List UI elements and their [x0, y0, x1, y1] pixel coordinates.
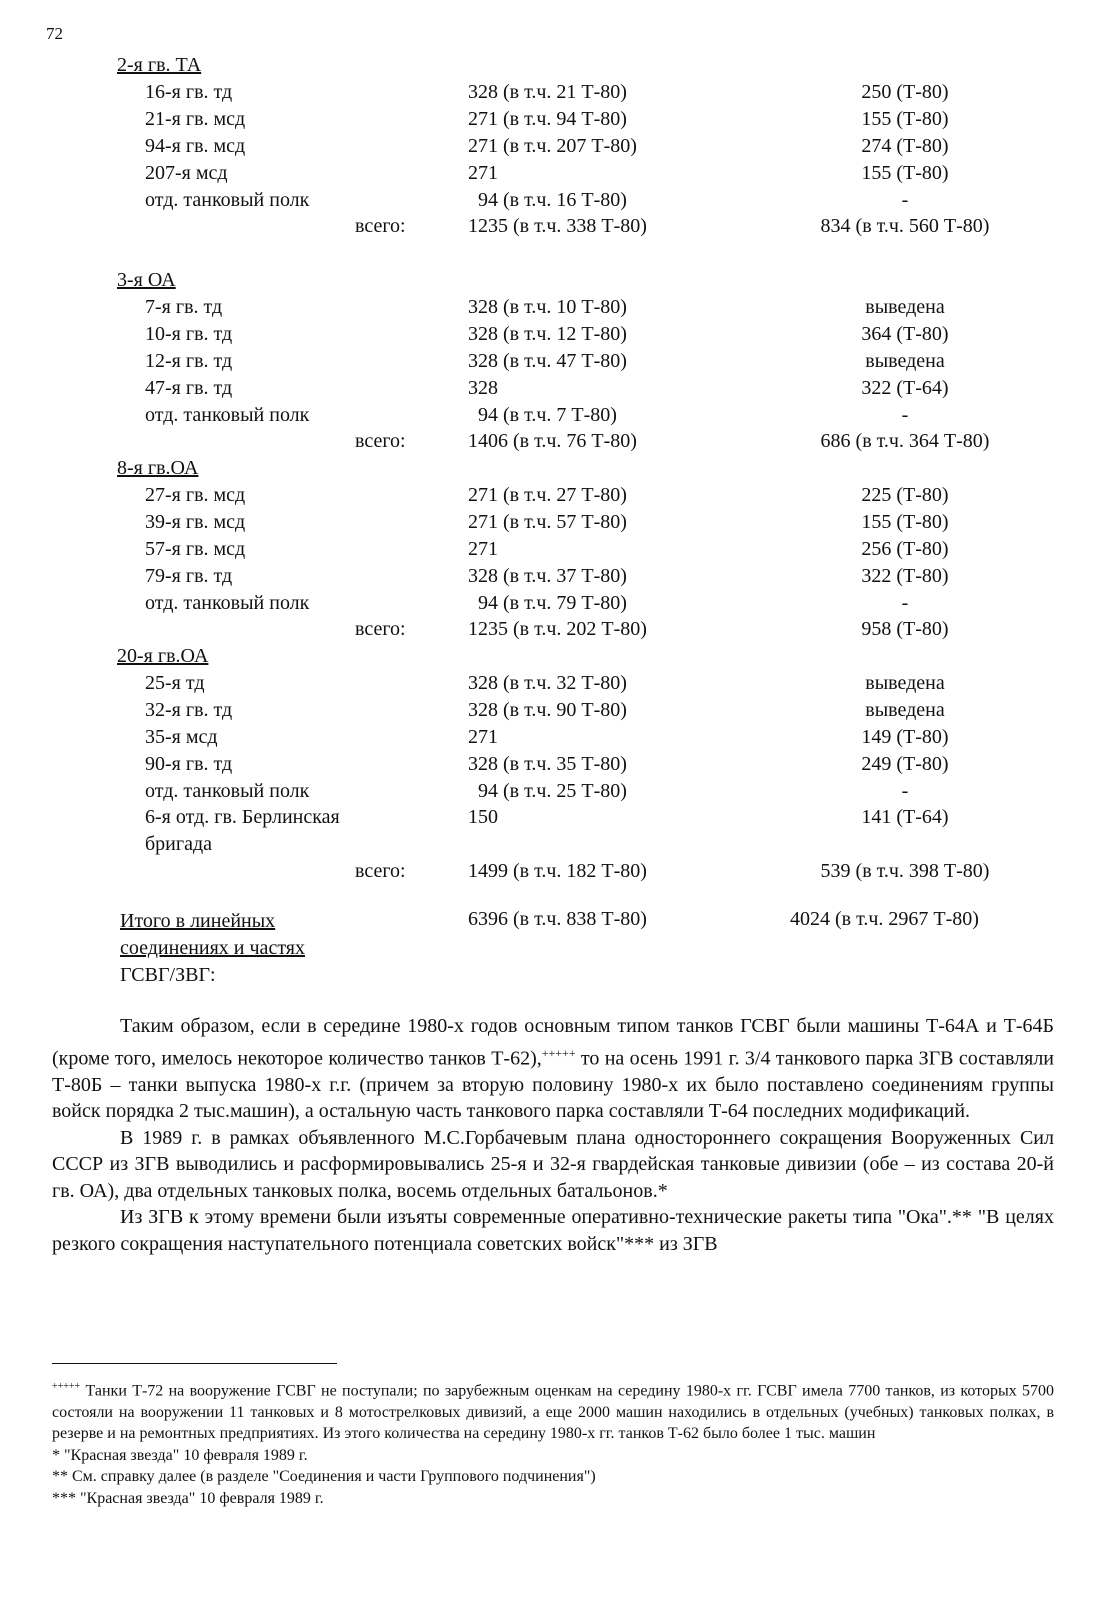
- total-1980s: 1235 (в т.ч. 202 Т-80): [468, 618, 647, 641]
- group-heading: 3-я ОА: [117, 269, 176, 291]
- paragraph-1-part-a: Таким образом, если в середине 1980-х годов основным типом танков ГСВГ были машины Т-64А и Т-64Б (кроме того, имелось некоторое количество танков Т-62),: [52, 1015, 1054, 1070]
- group-heading: 8-я гв.ОА: [117, 457, 199, 479]
- tanks-1991: 256 (Т-80): [861, 537, 949, 560]
- tanks-1991: выведена: [865, 671, 945, 694]
- table-row: [0, 296, 1109, 323]
- tanks-1991: 155 (Т-80): [861, 510, 949, 533]
- unit-name: 39-я гв. мсд: [145, 510, 246, 533]
- table-row: [0, 108, 1109, 135]
- table-row: [0, 538, 1109, 565]
- tanks-1991: -: [901, 779, 909, 802]
- tanks-1991: 149 (Т-80): [861, 725, 949, 748]
- tanks-1991: выведена: [865, 295, 945, 318]
- unit-name: 16-я гв. тд: [145, 80, 233, 103]
- grand-total-label-line1: Итого в линейных: [120, 910, 276, 932]
- tanks-1991: -: [901, 591, 909, 614]
- total-1991: 539 (в т.ч. 398 Т-80): [820, 860, 990, 883]
- unit-name: 27-я гв. мсд: [145, 483, 246, 506]
- tanks-1980s: 271: [468, 537, 498, 560]
- unit-name: 12-я гв. тд: [145, 349, 233, 372]
- tanks-1980s: 328 (в т.ч. 37 Т-80): [468, 564, 627, 587]
- table-row: [0, 350, 1109, 377]
- table-row: [0, 753, 1109, 780]
- unit-name: отд. танковый полк: [145, 403, 310, 426]
- table-row: [0, 323, 1109, 350]
- body-text: [52, 1013, 1054, 1257]
- total-1980s: 1499 (в т.ч. 182 Т-80): [468, 860, 647, 883]
- total-1980s: 1406 (в т.ч. 76 Т-80): [468, 430, 637, 453]
- tanks-1991: -: [901, 403, 909, 426]
- page-number: 72: [46, 24, 63, 43]
- unit-name: 47-я гв. тд: [145, 376, 233, 399]
- paragraph-2: В 1989 г. в рамках объявленного М.С.Горбачевым плана одностороннего сокращения Вооруженных Сил СССР из ЗГВ выводились и расформировывались 25-я и 32-я гвардейская танковые дивизии (обе – из состава 20-й гв. ОА), два отдельных танковых полка, восемь отдельных батальонов.*: [52, 1126, 1054, 1202]
- table-row: [0, 484, 1109, 511]
- footnote-divider: [52, 1363, 337, 1364]
- table-row: [0, 806, 1109, 833]
- group-heading: 2-я гв. ТА: [117, 54, 202, 76]
- total-label: всего:: [355, 215, 406, 238]
- table-row: [0, 780, 1109, 807]
- table-row: [0, 377, 1109, 404]
- grand-total-1980s: 6396 (в т.ч. 838 Т-80): [468, 908, 647, 930]
- paragraph-3: Из ЗГВ к этому времени были изъяты современные оперативно-технические ракеты типа "Ока".** "В целях резкого сокращения наступательного потенциала советских войск"*** из ЗГВ: [52, 1206, 1054, 1255]
- total-1991: 834 (в т.ч. 560 Т-80): [820, 215, 990, 238]
- unit-name: отд. танковый полк: [145, 779, 310, 802]
- tanks-1980s: 328: [468, 376, 498, 399]
- tanks-1991: 155 (Т-80): [861, 107, 949, 130]
- table-row: [0, 565, 1109, 592]
- table-row: [0, 672, 1109, 699]
- table-row: [0, 699, 1109, 726]
- tanks-1980s: 328 (в т.ч. 21 Т-80): [468, 80, 627, 103]
- tanks-1980s: 271: [468, 161, 498, 184]
- tanks-1980s: 328 (в т.ч. 10 Т-80): [468, 295, 627, 318]
- paragraph-1-part-b: то на осень 1991 г. 3/4 танкового парка ЗГВ составляли Т-80Б – танки выпуска 1980-х г.г. (причем за вторую половину 1980-х их было поставлено соединениям группы войск порядка 2 тыс.машин), а остальную часть танкового парка составляли Т-64 последних модификаций.: [52, 1047, 1055, 1123]
- table-row: [0, 404, 1109, 431]
- table-row: [0, 81, 1109, 108]
- total-row: [0, 618, 1109, 645]
- total-label: всего:: [355, 860, 406, 883]
- total-row: [0, 860, 1109, 887]
- tanks-1980s: 328 (в т.ч. 35 Т-80): [468, 752, 627, 775]
- unit-name: 21-я гв. мсд: [145, 107, 246, 130]
- paragraph-1: [52, 1013, 1054, 1125]
- tanks-1980s: 271 (в т.ч. 27 Т-80): [468, 483, 627, 506]
- tanks-1991: 322 (Т-64): [861, 376, 949, 399]
- grand-total-label: [120, 908, 360, 989]
- tanks-1980s: 328 (в т.ч. 12 Т-80): [468, 322, 627, 345]
- unit-name: 57-я гв. мсд: [145, 537, 246, 560]
- unit-name: отд. танковый полк: [145, 188, 310, 211]
- tanks-1980s: 328 (в т.ч. 90 Т-80): [468, 698, 627, 721]
- footnote-1-text: Танки Т-72 на вооружение ГСВГ не поступали; по зарубежным оценкам на середину 1980-х гг. ГСВГ имела 7700 танков, из которых 5700 состояли на вооружении 11 танковых и 8 мотострелковых дивизий, а еще 2000 машин находились в отдельных (учебных) танковых полках, в резерве и на ремонтных предприятиях. Из этого количества на середину 1980-х гг. танков Т-62 было более 1 тыс. машин: [52, 1382, 1054, 1443]
- total-label: всего:: [355, 618, 406, 641]
- footnote-ref: +++++: [541, 1045, 576, 1060]
- tanks-1980s: 271 (в т.ч. 94 Т-80): [468, 107, 627, 130]
- tanks-1991: 274 (Т-80): [861, 134, 949, 157]
- table-row: [0, 162, 1109, 189]
- footnotes: [52, 1376, 1054, 1509]
- table-row: [0, 135, 1109, 162]
- unit-name: 25-я тд: [145, 671, 205, 694]
- tanks-1991: -: [901, 188, 909, 211]
- tanks-1980s: 271 (в т.ч. 207 Т-80): [468, 134, 637, 157]
- tanks-1980s: 328 (в т.ч. 47 Т-80): [468, 349, 627, 372]
- tanks-1991: выведена: [865, 698, 945, 721]
- unit-name: 79-я гв. тд: [145, 564, 233, 587]
- table-row: [0, 511, 1109, 538]
- tanks-1980s: 94 (в т.ч. 25 Т-80): [468, 779, 627, 802]
- group-heading: 20-я гв.ОА: [117, 645, 209, 667]
- tanks-1980s: 271: [468, 725, 498, 748]
- tanks-1980s: 94 (в т.ч. 7 Т-80): [468, 403, 617, 426]
- unit-name: 94-я гв. мсд: [145, 134, 246, 157]
- total-row: [0, 215, 1109, 242]
- footnote-1-mark: +++++: [52, 1381, 81, 1392]
- table-row: [0, 592, 1109, 619]
- unit-name: 10-я гв. тд: [145, 322, 233, 345]
- tanks-1991: 155 (Т-80): [861, 161, 949, 184]
- tanks-1991: 225 (Т-80): [861, 483, 949, 506]
- grand-total-label-line2: соединениях и частях: [120, 937, 305, 959]
- footnote-2: * "Красная звезда" 10 февраля 1989 г.: [52, 1446, 308, 1464]
- unit-name: отд. танковый полк: [145, 591, 310, 614]
- total-1991: 958 (Т-80): [861, 618, 949, 641]
- table-row: [0, 726, 1109, 753]
- footnote-4: *** "Красная звезда" 10 февраля 1989 г.: [52, 1489, 324, 1507]
- total-label: всего:: [355, 430, 406, 453]
- table-row: [0, 833, 1109, 860]
- unit-name: 90-я гв. тд: [145, 752, 233, 775]
- tanks-1980s: 328 (в т.ч. 32 Т-80): [468, 671, 627, 694]
- tanks-1980s: 150: [468, 806, 498, 829]
- unit-name: 7-я гв. тд: [145, 295, 223, 318]
- unit-name: 6-я отд. гв. Берлинская: [145, 806, 340, 829]
- unit-name: 32-я гв. тд: [145, 698, 233, 721]
- grand-total-label-line3: ГСВГ/ЗВГ:: [120, 964, 216, 986]
- total-1980s: 1235 (в т.ч. 338 Т-80): [468, 215, 647, 238]
- unit-name: 35-я мсд: [145, 725, 218, 748]
- tanks-1991: 141 (Т-64): [861, 806, 949, 829]
- total-1991: 686 (в т.ч. 364 Т-80): [820, 430, 990, 453]
- unit-name: 207-я мсд: [145, 161, 228, 184]
- tanks-1991: 322 (Т-80): [861, 564, 949, 587]
- total-row: [0, 430, 1109, 457]
- grand-total-1991: 4024 (в т.ч. 2967 Т-80): [790, 908, 979, 930]
- tanks-1991: 249 (Т-80): [861, 752, 949, 775]
- tanks-1980s: 94 (в т.ч. 79 Т-80): [468, 591, 627, 614]
- footnote-1: [52, 1376, 1054, 1445]
- tanks-1991: выведена: [865, 349, 945, 372]
- unit-name: бригада: [145, 833, 213, 856]
- tanks-1991: 364 (Т-80): [861, 322, 949, 345]
- table-row: [0, 189, 1109, 216]
- tanks-1980s: 271 (в т.ч. 57 Т-80): [468, 510, 627, 533]
- footnote-3: ** См. справку далее (в разделе "Соединения и части Группового подчинения"): [52, 1468, 596, 1486]
- tanks-1980s: 94 (в т.ч. 16 Т-80): [468, 188, 627, 211]
- tanks-1991: 250 (Т-80): [861, 80, 949, 103]
